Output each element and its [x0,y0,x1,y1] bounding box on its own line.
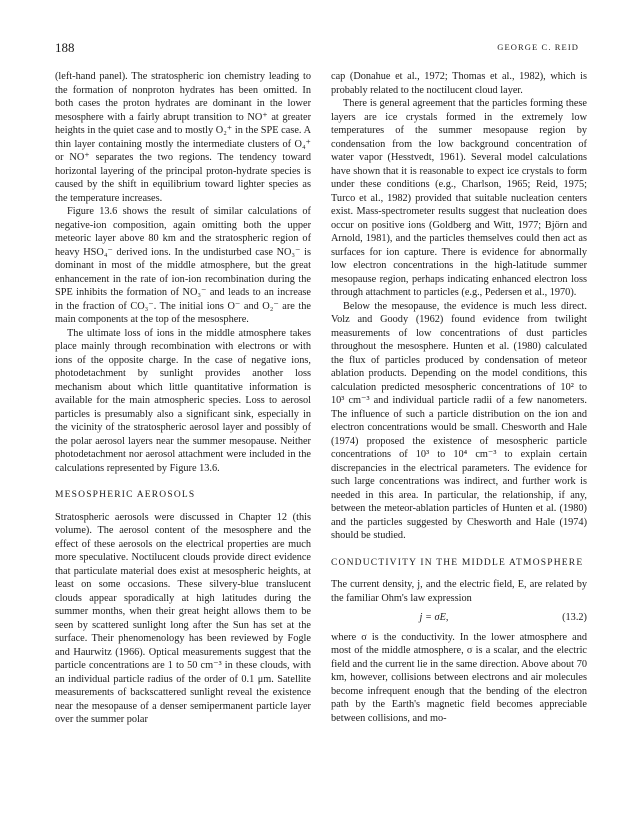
left-column [55,70,311,727]
equation-number: (13.2) [562,612,587,623]
paragraph: There is general agreement that the particles forming these layers are ice crystals formed in the extremely low temperatures of the summer mesopause region by condensation from the low background concentration of water vapor (Hesstvedt, 1961). Several model calculations have shown that it is reasonable to expect ice crystals to form under these conditions (e.g., Charlson, 1965; Reid, 1975; Turco et al., 1982) provided that suitable nucleation centers exist. Mass-spectrometer results suggest that nucleation does occur on positive ions (Goldberg and Witt, 1977; Björn and Arnold, 1981), and the particles themselves could then act as surfaces for ion capture. There is evidence for abnormally low electron concentrations in the high-latitude summer mesopause region, perhaps indicating enhanced electron loss through attachment to particles (e.g., Pedersen et al., 1970). [331,98,587,298]
paragraph: The ultimate loss of ions in the middle atmosphere takes place mainly through recombination with electrons or with ions of the opposite charge. In the case of negative ions, photodetachment by sunlight provides another loss mechanism about which little quantitative information is available for the main atmospheric species. Loss to aerosol particles is presumably also a significant sink, especially in the vicinity of the stratospheric aerosol layer and possibly of the polar aerosol layers near the summer mesopause. Neither photodetachment nor aerosol attachment were included in the calculations represented by Figure 13.6. [55,327,311,474]
section-heading: CONDUCTIVITY IN THE MIDDLE ATMOSPHERE [331,557,584,568]
equation-expression: j = σE, [419,612,449,623]
section-heading: MESOSPHERIC AEROSOLS [55,490,196,500]
right-column [331,70,587,725]
paragraph: The current density, j, and the electric field, E, are related by the familiar Ohm's law expression [331,579,587,604]
equation [331,611,587,625]
paragraph: cap (Donahue et al., 1972; Thomas et al., 1982), which is probably related to the noctilucent cloud layer. [331,71,587,96]
paragraph: Figure 13.6 shows the result of similar calculations of negative-ion composition, again omitting both the upper meteoric layer above 80 km and the stratospheric region of heavy HSO₄⁻ derived ions. In the undisturbed case NO₃⁻ is dominant in most of the middle atmosphere, but the great enhancement in the rate of ion-ion recombination during the SPE inhibits the formation of NO₃⁻ and leads to an increase in the fraction of CO₃⁻. The initial ions O⁻ and O₂⁻ are the main components at the top of the mesosphere. [55,206,311,325]
paragraph: Below the mesopause, the evidence is much less direct. Volz and Goody (1962) found evidence from twilight measurements of low concentrations of dust particles throughout the mesosphere. Hunten et al. (1980) calculated the flux of particles produced by condensation of meteor ablation products. Depending on the model conditions, this calculation predicted mesospheric concentrations of 10² to 10³ cm⁻³ and individual particle radii of a few nanometers. The influence of such a particle distribution on the ion and electron concentrations would be small. Chesworth and Hale (1974) proposed the existence of mesospheric particle concentrations of 10³ to 10⁴ cm⁻³ to explain certain discrepancies in the electrical parameters. The evidence for such large concentrations was indirect, and further work is needed in this area. In particular, the relationship, if any, between the meteor-ablation particles of Hunten et al. (1980) and the particles suggested by Chesworth and Hale (1974) should be studied. [331,300,587,541]
page-number: 188 [55,40,75,55]
paragraph: (left-hand panel). The stratospheric ion chemistry leading to the formation of nonproton hydrates has been omitted. In both cases the proton hydrates are dominant in the lower mesosphere with a fairly abrupt transition to NO⁺ at greater heights in the quiet case and to mostly O₂⁺ in the SPE case. A thin layer containing mostly the intermediate clusters of O₄⁺ or NO⁺ separates the two regions. The tendency toward horizontal layering of the principal proton-hydrate species is caused by the shift in equilibrium toward lighter species as the temperature increases. [55,71,311,204]
paragraph: Stratospheric aerosols were discussed in Chapter 12 (this volume). The aerosol content of the mesosphere and the effect of these aerosols on the electrical properties are much more speculative. Noctilucent clouds provide direct evidence that particulate material does exist at mesospheric heights, at least on some occasions. These silvery-blue translucent clouds appear sporadically at high latitudes during the summer months, when their great height allows them to be seen by scattered sunlight long after the Sun has set at the surface. Their phenomenology has been reviewed by Fogle and Haurwitz (1966). Optical measurements suggest that the particle concentrations are 1 to 50 cm⁻³ in these clouds, with an individual particle radius of the order of 0.1 μm. Satellite measurements of backscattered sunlight reveal the existence near the mesopause of a denser semipermanent particle layer over the summer polar [55,511,311,725]
paragraph: where σ is the conductivity. In the lower atmosphere and most of the middle atmosphere, σ is a scalar, and the electric field and the current lie in the same direction. Above about 70 km, however, collisions between electrons and air molecules become infrequent enough that the bending of the electron path by the Earth's magnetic field becomes appreciable between collisions, and mo- [331,631,587,724]
running-head: GEORGE C. REID [497,42,579,52]
